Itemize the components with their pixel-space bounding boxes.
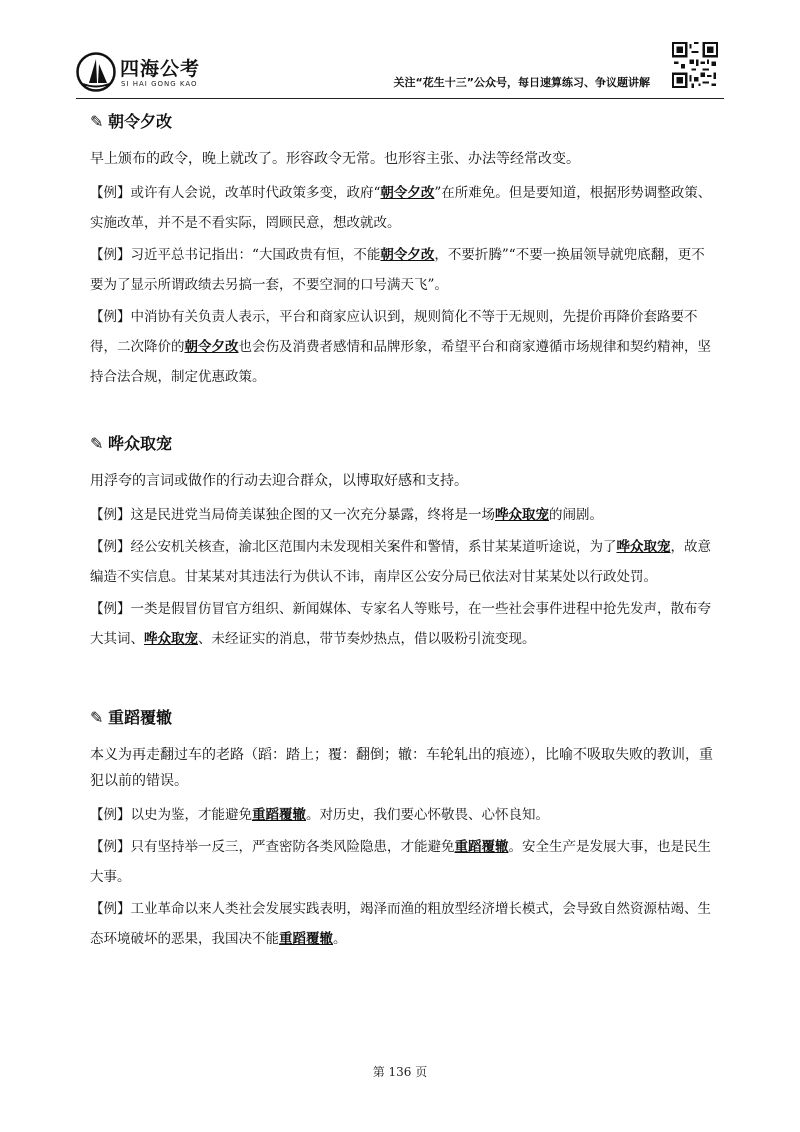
entry-definition: 早上颁布的政令，晚上就改了。形容政令无常。也形容主张、办法等经常改变。 — [90, 151, 580, 167]
example-tag: 【例】 — [90, 507, 131, 523]
keyword-highlight: 哗众取宠 — [144, 631, 198, 647]
entry-huazhong-quchong — [90, 432, 714, 656]
example-tag: 【例】 — [90, 807, 131, 823]
entry-definition: 用浮夸的言词或做作的行动去迎合群众，以博取好感和支持。 — [90, 473, 468, 489]
example-tag: 【例】 — [90, 247, 131, 263]
entry-chongdao-fuzhe — [90, 706, 714, 956]
entry-definition: 本义为再走翻过车的老路（蹈：踏上；覆：翻倒；辙：车轮轧出的痕迹），比喻不吸取失败的教训，重犯以前的错误。 — [90, 747, 713, 789]
example-sentence: 【例】习近平总书记指出：“大国政贵有恒，不能朝令夕改，不要折腾”“不要一换届领导就兜底翻，更不要为了显示所谓政绩去另搞一套，不要空洞的口号满天飞”。 — [90, 247, 705, 293]
example-sentence: 【例】或许有人会说，改革时代政策多变，政府“朝令夕改”在所难免。但是要知道，根据形势调整政策、实施改革，并不是不看实际，罔顾民意，想改就改。 — [90, 185, 712, 231]
keyword-highlight: 朝令夕改 — [184, 339, 239, 355]
keyword-highlight: 朝令夕改 — [380, 247, 435, 263]
pencil-icon: ✎ — [90, 708, 104, 727]
keyword-highlight: 哗众取宠 — [616, 539, 671, 555]
example-sentence: 【例】一类是假冒仿冒官方组织、新闻媒体、专家名人等账号，在一些社会事件进程中抢先发声，散布夸大其词、哗众取宠、未经证实的消息，带节奏炒热点，借以吸粉引流变现。 — [90, 601, 711, 647]
example-sentence: 【例】工业革命以来人类社会发展实践表明，竭泽而渔的粗放型经济增长模式，会导致自然资源枯竭、生态环境破坏的恶果，我国决不能重蹈覆辙。 — [90, 901, 711, 947]
keyword-highlight: 重蹈覆辙 — [252, 807, 306, 823]
header-slogan: 关注“花生十三”公众号，每日速算练习、争议题讲解 — [393, 76, 650, 89]
example-sentence: 【例】这是民进党当局倚美谋独企图的又一次充分暴露，终将是一场哗众取宠的闹剧。 — [90, 507, 603, 523]
page-number: 第 136 页 — [372, 1065, 428, 1079]
example-sentence: 【例】中消协有关负责人表示，平台和商家应认识到，规则简化不等于无规则，先提价再降价套路要不得，二次降价的朝令夕改也会伤及消费者感情和品牌形象，希望平台和商家遵循市场规律和契约精神，坚持合法合规，制定优惠政策。 — [90, 309, 711, 385]
example-tag: 【例】 — [90, 185, 131, 201]
keyword-highlight: 重蹈覆辙 — [279, 931, 333, 947]
entry-zhaoling-xigai — [90, 110, 714, 394]
example-sentence: 【例】只有坚持举一反三，严查密防各类风险隐患，才能避免重蹈覆辙。安全生产是发展大事，也是民生大事。 — [90, 839, 711, 885]
entry-title — [90, 706, 714, 730]
page-header — [76, 40, 724, 96]
entry-term: 朝令夕改 — [108, 112, 173, 131]
qr-code-icon — [672, 42, 718, 88]
entry-term: 重蹈覆辙 — [108, 708, 173, 727]
logo-text: 四海公考 — [120, 58, 201, 80]
example-tag: 【例】 — [90, 901, 131, 917]
example-tag: 【例】 — [90, 539, 131, 555]
keyword-highlight: 哗众取宠 — [495, 507, 549, 523]
example-sentence: 【例】经公安机关核查，渝北区范围内未发现相关案件和警情，系甘某某道听途说，为了哗众取宠，故意编造不实信息。甘某某对其违法行为供认不讳，南岸区公安分局已依法对甘某某处以行政处罚。 — [90, 539, 711, 585]
entry-term: 哗众取宠 — [108, 434, 173, 453]
keyword-highlight: 重蹈覆辙 — [454, 839, 509, 855]
logo-pinyin: SI HAI GONG KAO — [121, 80, 198, 88]
entry-title — [90, 432, 714, 456]
example-sentence: 【例】以史为鉴，才能避免重蹈覆辙。对历史，我们要心怀敬畏、心怀良知。 — [90, 807, 549, 823]
header-divider — [76, 98, 724, 99]
entry-title — [90, 110, 714, 134]
example-tag: 【例】 — [90, 309, 131, 325]
example-tag: 【例】 — [90, 839, 131, 855]
pencil-icon: ✎ — [90, 434, 104, 453]
example-tag: 【例】 — [90, 601, 131, 617]
keyword-highlight: 朝令夕改 — [380, 185, 435, 201]
pencil-icon: ✎ — [90, 112, 104, 131]
sailboat-logo-icon — [76, 52, 116, 92]
